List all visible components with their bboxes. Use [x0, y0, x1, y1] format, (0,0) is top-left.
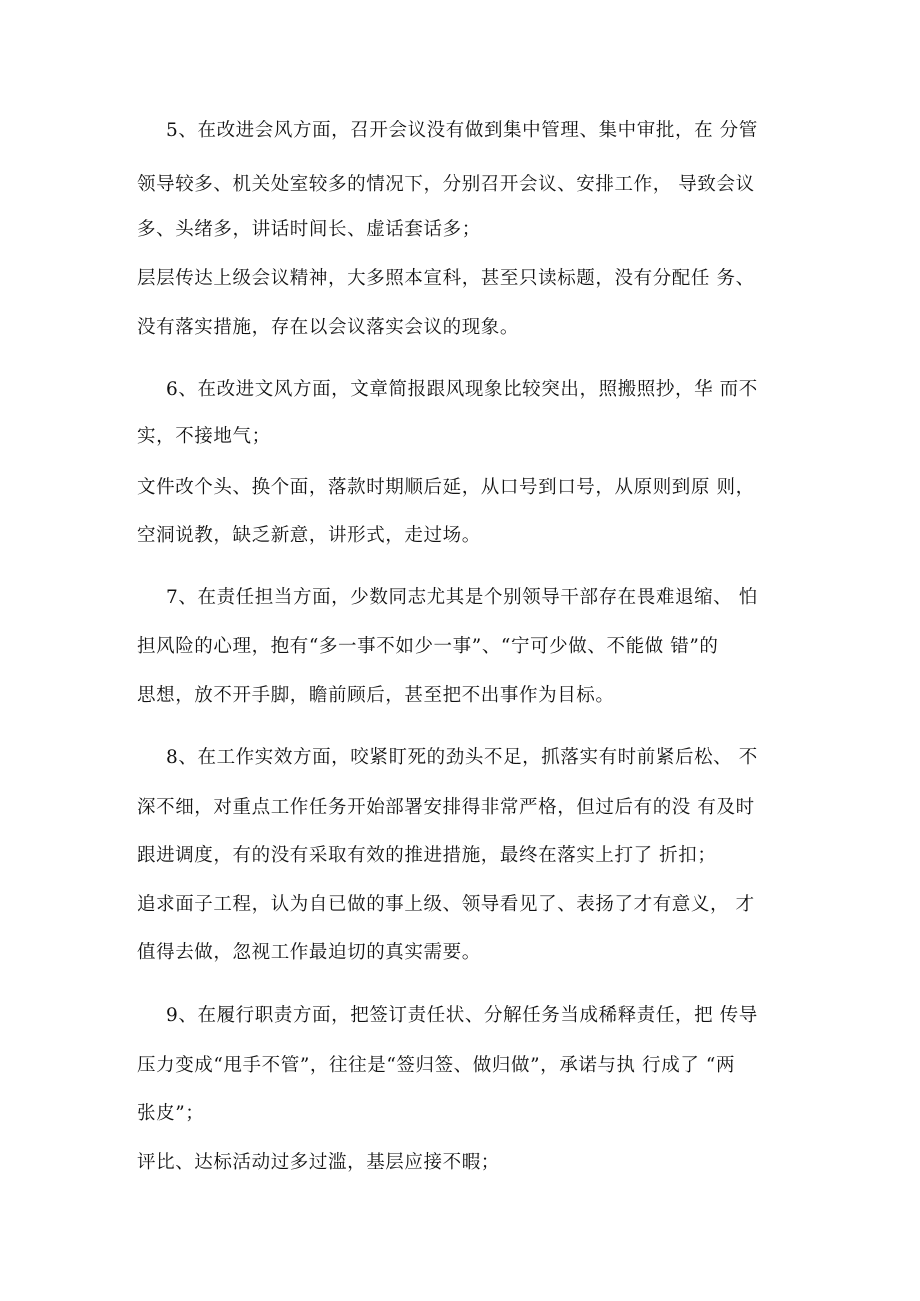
paragraph-6-line-4: 空洞说教，缺乏新意，讲形式，走过场。: [137, 525, 481, 546]
paragraph-8-line-5: 值得去做，忽视工作最迫切的真实需要。: [137, 942, 481, 963]
paragraph-8-line-1: 8、在工作实效方面，咬紧盯死的劲头不足，抓落实有时前紧后松、 不: [166, 747, 758, 768]
paragraph-9-line-3: 张皮”；: [137, 1103, 205, 1124]
paragraph-8-line-3: 跟进调度，有的没有采取有效的推进措施，最终在落实上打了 折扣；: [137, 845, 717, 866]
paragraph-5-line-2: 领导较多、机关处室较多的情况下，分别召开会议、安排工作， 导致会议: [137, 174, 755, 195]
paragraph-5-line-5: 没有落实措施，存在以会议落实会议的现象。: [137, 317, 520, 338]
paragraph-6-line-2: 实，不接地气；: [137, 426, 271, 447]
paragraph-7-line-1: 7、在责任担当方面，少数同志尤其是个别领导干部存在畏难退缩、 怕: [166, 587, 758, 608]
paragraph-9-line-2: 压力变成“甩手不管”，往往是“签归签、做归做”，承诺与执 行成了 “两: [137, 1055, 736, 1076]
paragraph-9-line-1: 9、在履行职责方面，把签订责任状、分解任务当成稀释责任，把 传导: [166, 1005, 758, 1026]
paragraph-7-line-3: 思想，放不开手脚，瞻前顾后，甚至把不出事作为目标。: [137, 685, 615, 706]
paragraph-6-line-3: 文件改个头、换个面，落款时期顺后延，从口号到口号，从原则到原 则，: [137, 477, 755, 498]
paragraph-8-line-2: 深不细，对重点工作任务开始部署安排得非常严格，但过后有的没 有及时: [137, 797, 755, 818]
paragraph-9-line-4: 评比、达标活动过多过滥，基层应接不暇；: [137, 1152, 500, 1173]
paragraph-5-line-3: 多、头绪多，讲话时间长、虚话套话多；: [137, 219, 481, 240]
paragraph-6-line-1: 6、在改进文风方面，文章简报跟风现象比较突出，照搬照抄，华 而不: [166, 379, 758, 400]
paragraph-7-line-2: 担风险的心理，抱有“多一事不如少一事”、“宁可少做、不能做 错”的: [137, 636, 719, 657]
paragraph-5-line-1: 5、在改进会风方面，召开会议没有做到集中管理、集中审批，在 分管: [166, 120, 758, 141]
paragraph-5-line-4: 层层传达上级会议精神，大多照本宣科，甚至只读标题，没有分配任 务、: [137, 268, 755, 289]
paragraph-8-line-4: 追求面子工程，认为自已做的事上级、领导看见了、表扬了才有意义， 才: [137, 894, 755, 915]
